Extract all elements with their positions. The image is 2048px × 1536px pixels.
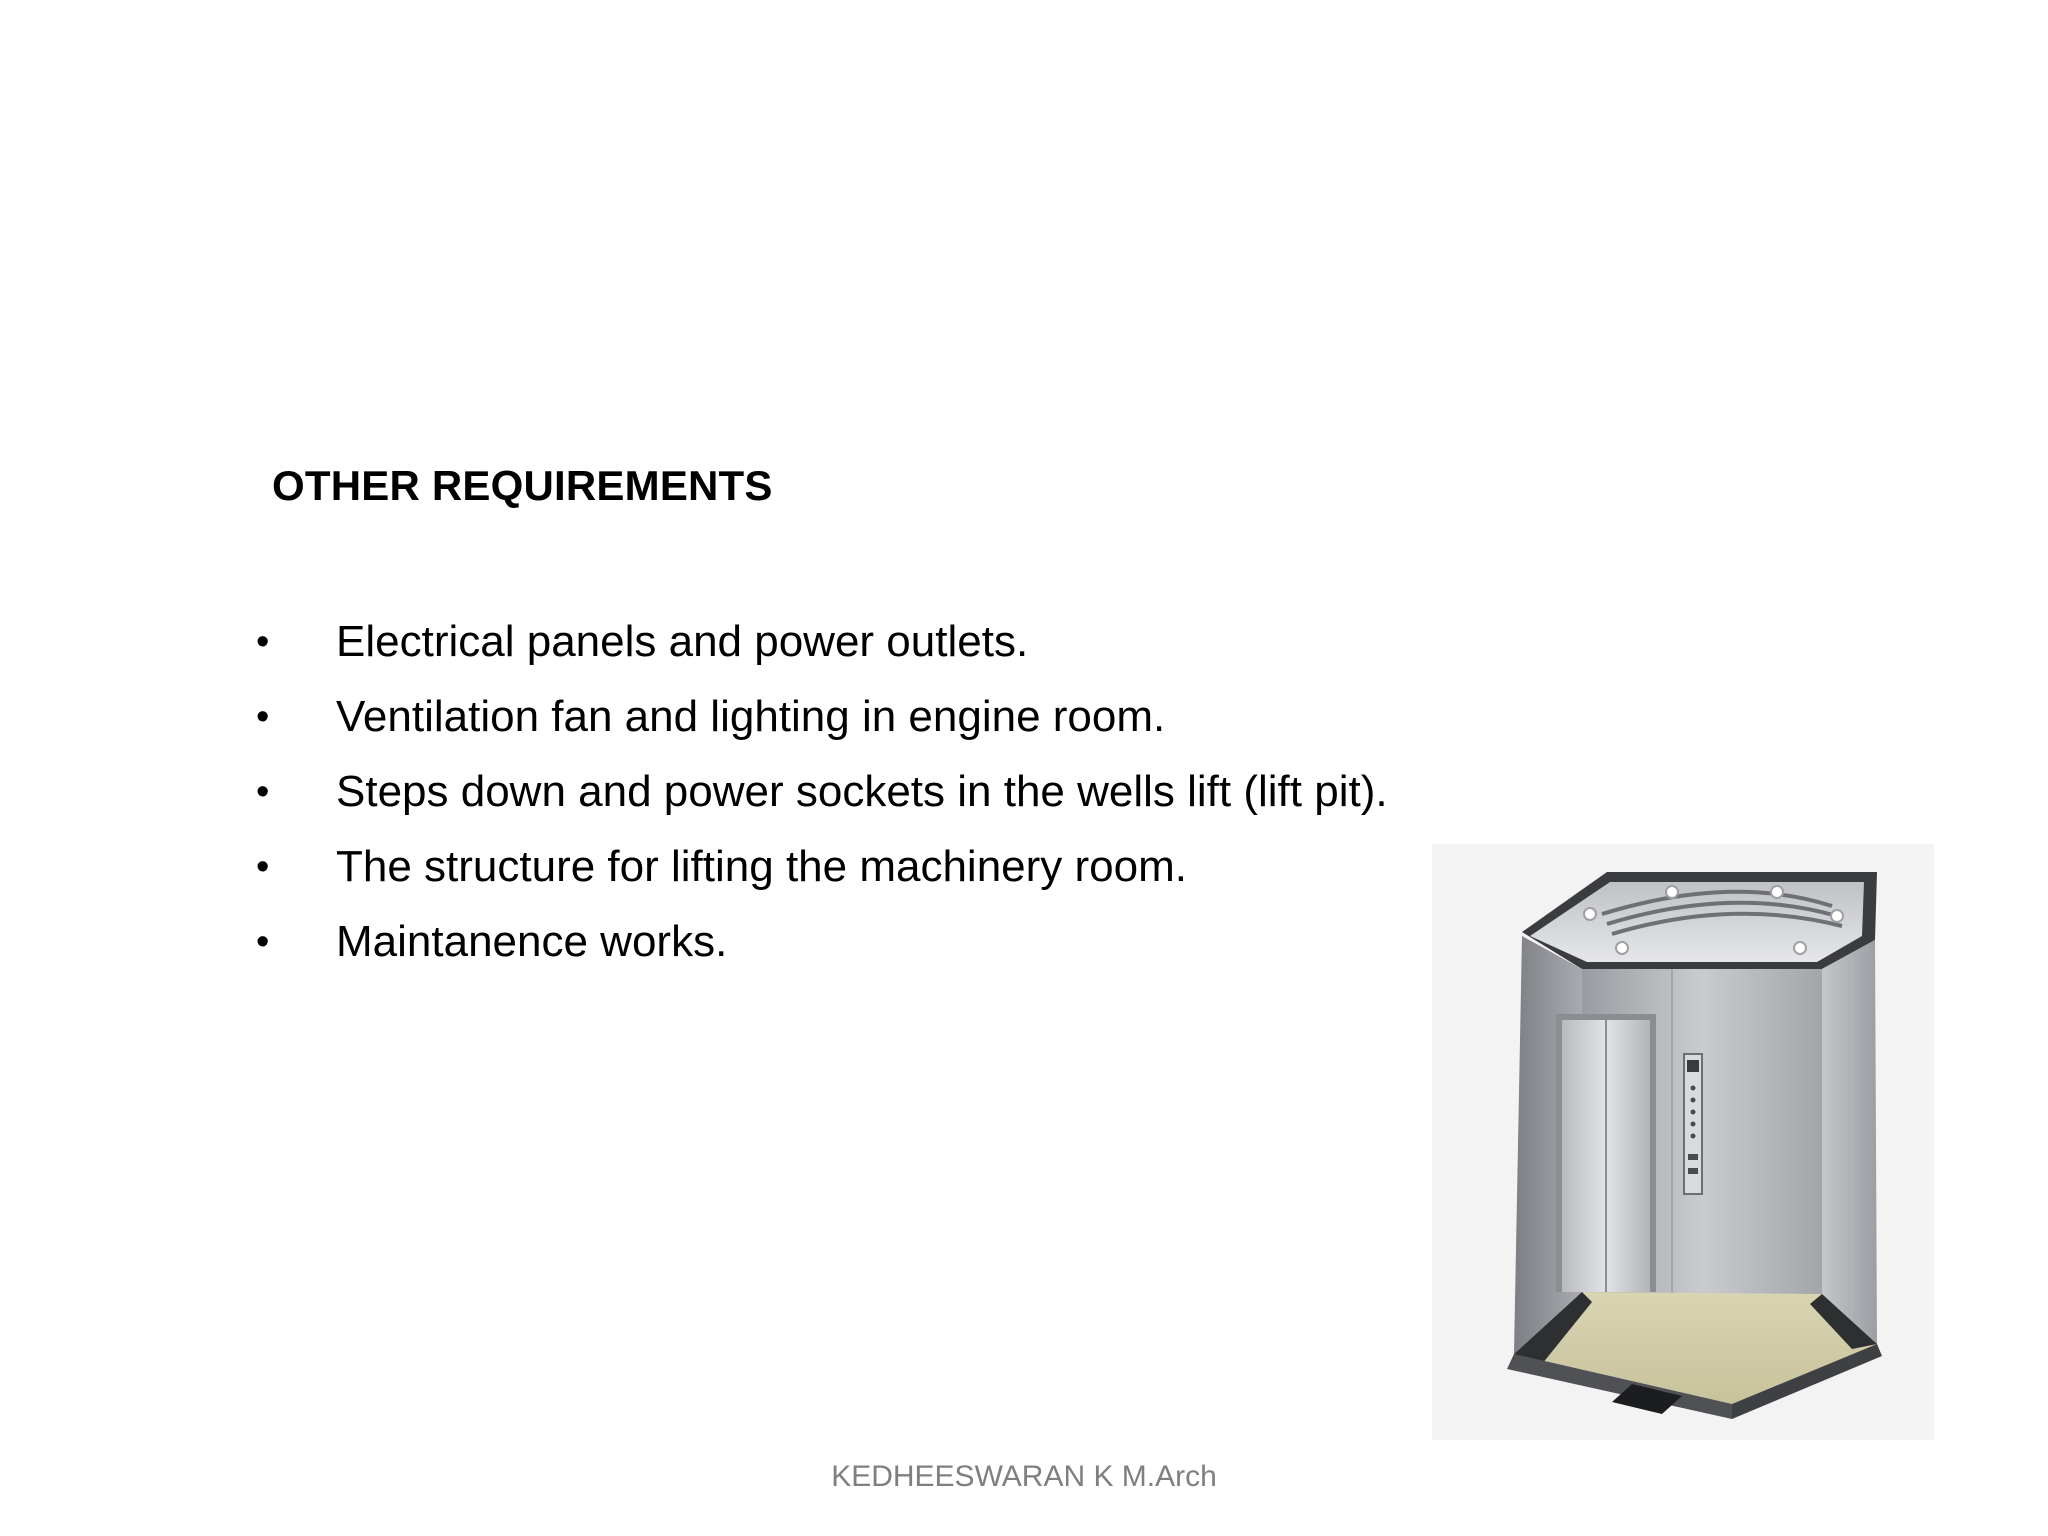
bullet-icon: •	[256, 696, 270, 738]
list-item-text: Maintanence works.	[336, 917, 728, 966]
bullet-icon: •	[256, 621, 270, 663]
elevator-cabin-icon	[1432, 844, 1934, 1440]
list-item-text: Steps down and power sockets in the wells lift (lift pit).	[336, 767, 1388, 816]
list-item-text: Electrical panels and power outlets.	[336, 617, 1029, 666]
bullet-icon: •	[256, 846, 270, 888]
footer-credit: KEDHEESWARAN K M.Arch	[831, 1460, 1217, 1493]
list-item-text: The structure for lifting the machinery room.	[336, 842, 1187, 891]
bullet-icon: •	[256, 921, 270, 963]
bullet-icon: •	[256, 771, 270, 813]
elevator-cabin-image	[1432, 844, 1934, 1440]
slide-heading: OTHER REQUIREMENTS	[272, 462, 773, 509]
list-item-text: Ventilation fan and lighting in engine room.	[336, 692, 1166, 741]
